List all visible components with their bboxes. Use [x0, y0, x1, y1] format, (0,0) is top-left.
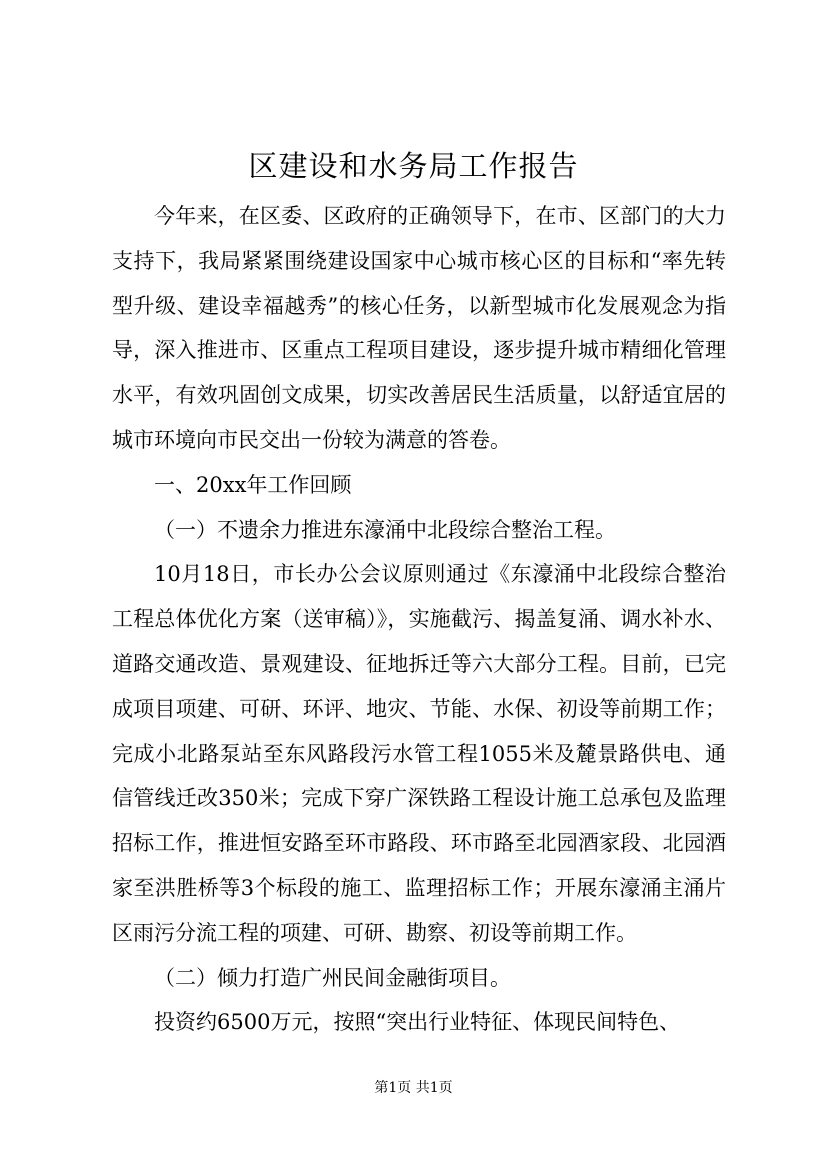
subsection-heading-2: （二）倾力打造广州民间金融街项目。	[154, 965, 511, 990]
document-title: 区建设和水务局工作报告	[248, 149, 579, 183]
subsection-heading-1: （一）不遗余力推进东濠涌中北段综合整治工程。	[154, 517, 616, 542]
paragraph-project-details: 10月18日，市长办公会议原则通过《东濠涌中北段综合整治工程总体优化方案（送审稿）》，实施截污、揭盖复涌、调水补水、道路交通改造、景观建设、征地拆迁等六大部分工程。目前，已完成项目项建、可研、环评、地灾、节能、水保、初设等前期工作；完成小北路泵站至东风路段污水管工程1055米及麓景路供电、通信管线迁改350米；完成下穿广深铁路工程设计施工总承包及监理招标工作，推进恒安路至环市路段、环市路至北园酒家段、北园酒家至洪胜桥等3个标段的施工、监理招标工作；开展东濠涌主涌片区雨污分流工程的项建、可研、勘察、初设等前期工作。	[112, 562, 726, 945]
section-heading: 一、20xx年工作回顾	[154, 472, 352, 497]
document-body	[112, 194, 726, 1045]
page-number-footer: 第1页 共1页	[374, 1080, 453, 1096]
paragraph-intro: 今年来，在区委、区政府的正确领导下，在市、区部门的大力支持下，我局紧紧围绕建设国家中心城市核心区的目标和“率先转型升级、建设幸福越秀”的核心任务，以新型城市化发展观念为指导，深入推进市、区重点工程项目建设，逐步提升城市精细化管理水平，有效巩固创文成果，切实改善居民生活质量，以舒适宜居的城市环境向市民交出一份较为满意的答卷。	[112, 204, 726, 452]
paragraph-investment: 投资约6500万元，按照“突出行业特征、体现民间特色、	[154, 1010, 681, 1035]
